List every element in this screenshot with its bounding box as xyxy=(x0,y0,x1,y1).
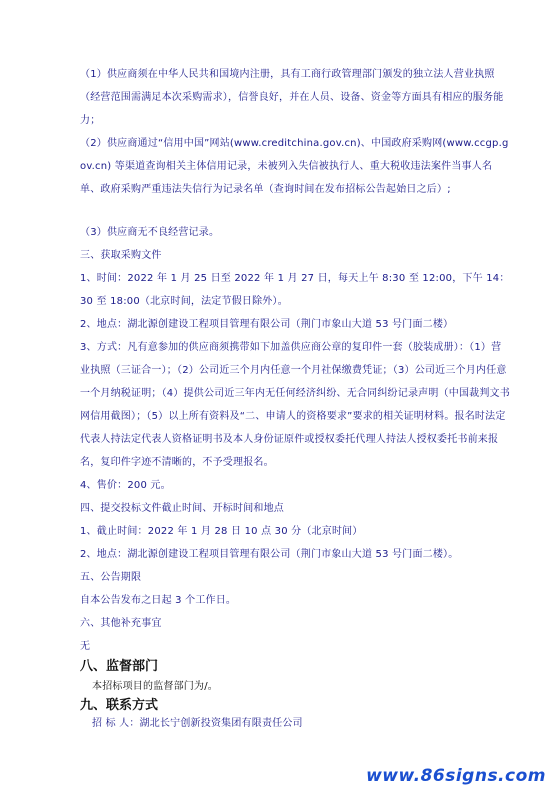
watermark-logo: www.86signs.com xyxy=(366,766,546,786)
section-9-text: 招 标 人：湖北长宁创新投资集团有限责任公司 xyxy=(92,718,303,729)
section-4-heading: 四、提交投标文件截止时间、开标时间和地点 xyxy=(80,503,284,514)
section-4-location: 2、地点：湖北源创建设工程项目管理有限公司（荆门市象山大道 53 号门面二楼）。 xyxy=(80,549,459,560)
requirement-1: （1）供应商须在中华人民共和国境内注册，具有工商行政管理部门颁发的独立法人营业执照（经营范围需满足本次采购需求），信誉良好，并在人员、设备、资金等方面具有相应的服务能力； xyxy=(80,69,504,126)
requirement-3: （3）供应商无不良经营记录。 xyxy=(80,227,220,238)
section-4-deadline: 1、截止时间：2022 年 1 月 28 日 10 点 30 分（北京时间） xyxy=(80,526,363,537)
section-5-heading: 五、公告期限 xyxy=(80,572,142,583)
section-9-heading: 九、联系方式 xyxy=(80,698,159,713)
section-3-time: 1、时间：2022 年 1 月 25 日至 2022 年 1 月 27 日，每天上午 8:30 至 12:00，下午 14：30 至 18:00（北京时间，法定节假日除外）。 xyxy=(80,273,510,307)
section-8-text: 本招标项目的监督部门为/。 xyxy=(92,681,218,692)
section-8-heading: 八、监督部门 xyxy=(80,659,159,674)
section-3-method: 3、方式：凡有意参加的供应商须携带如下加盖供应商公章的复印件一套（胶装成册）：（1）营业执照（三证合一）；（2）公司近三个月内任意一个月社保缴费凭证；（3）公司近三个月内任意一个月纳税证明；（4）提供公司近三年内无任何经济纠纷、无合同纠纷记录声明（中国裁判文书网信用截图）；（5）以上所有资料及“二、申请人的资格要求”要求的相关证明材料。报名时法定代表人持法定代表人资格证明书及本人身份证原件或授权委托代理人持法人授权委托书前来报名，复印件字迹不清晰的，不予受理报名。 xyxy=(80,342,510,468)
section-6-text: 无 xyxy=(80,641,91,652)
section-5-text: 自本公告发布之日起 3 个工作日。 xyxy=(80,595,237,606)
section-3-heading: 三、获取采购文件 xyxy=(80,250,162,261)
section-6-heading: 六、其他补充事宜 xyxy=(80,618,162,629)
section-3-price: 4、售价：200 元。 xyxy=(80,480,171,491)
section-3-location: 2、地点：湖北源创建设工程项目管理有限公司（荆门市象山大道 53 号门面二楼） xyxy=(80,319,454,330)
requirement-2: （2）供应商通过“信用中国”网站(www.creditchina.gov.cn)、中国政府采购网(www.ccgp.gov.cn) 等渠道查询相关主体信用记录，未被列入失信被执行人、重大税收违法案件当事人名单、政府采购严重违法失信行为记录名单（查询时间在发布招标公告起始日之后）; xyxy=(80,138,509,195)
